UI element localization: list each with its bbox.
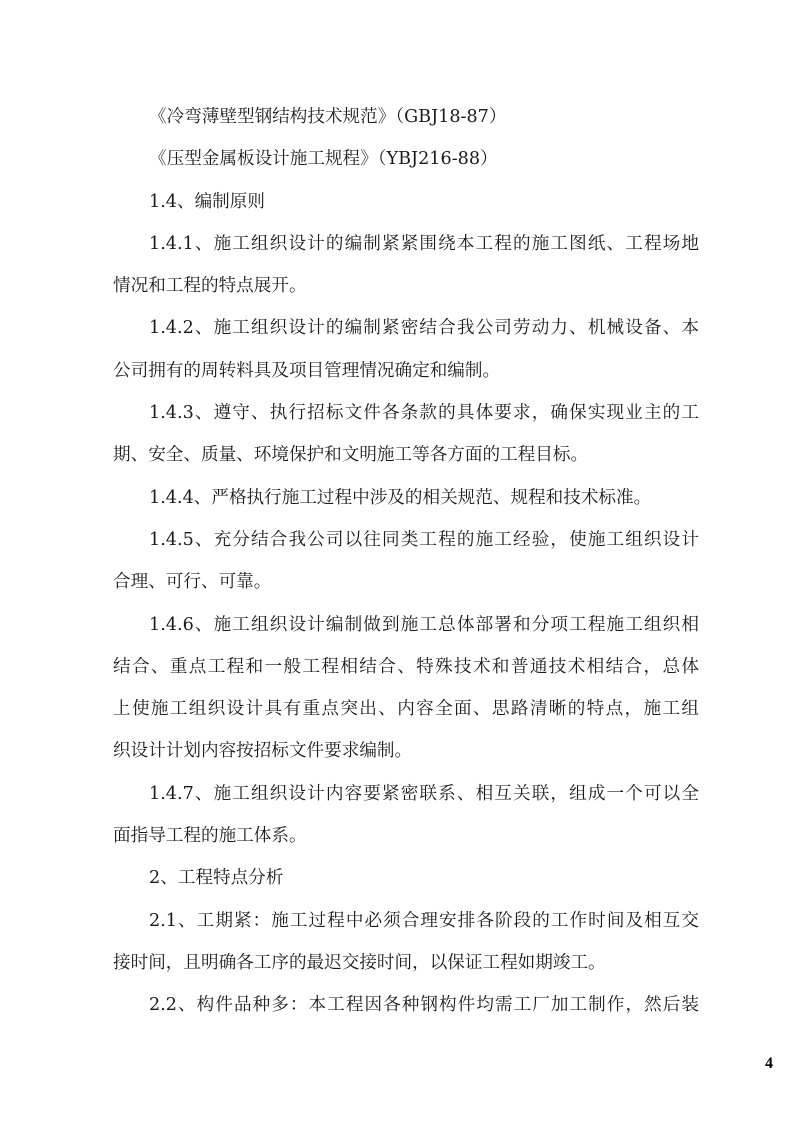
paragraph-1-4-6-line-1: 1.4.6、施工组织设计编制做到施工总体部署和分项工程施工组织相 xyxy=(149,614,699,635)
paragraph-1-4-1-line-2: 情况和工程的特点展开。 xyxy=(113,276,307,297)
section-heading-2: 2、工程特点分析 xyxy=(149,868,284,889)
section-heading-1-4: 1.4、编制原则 xyxy=(149,191,265,212)
paragraph-1-4-7-line-1: 1.4.7、施工组织设计内容要紧密联系、相互关联，组成一个可以全 xyxy=(149,783,699,804)
reference-profiled-metal-sheet-code: 《压型金属板设计施工规程》（YBJ216-88） xyxy=(149,149,498,170)
paragraph-1-4-2-line-2: 公司拥有的周转料具及项目管理情况确定和编制。 xyxy=(113,360,501,381)
reference-cold-formed-steel-code: 《冷弯薄壁型钢结构技术规范》（GBJ18-87） xyxy=(149,107,507,127)
paragraph-1-4-6-line-2: 结合、重点工程和一般工程相结合、特殊技术和普通技术相结合，总体 xyxy=(113,656,699,677)
paragraph-1-4-5-line-2: 合理、可行、可靠。 xyxy=(113,572,272,593)
paragraph-1-4-2-line-1: 1.4.2、施工组织设计的编制紧密结合我公司劳动力、机械设备、本 xyxy=(149,318,699,339)
paragraph-1-4-3-line-2: 期、安全、质量、环境保护和文明施工等各方面的工程目标。 xyxy=(113,445,589,466)
paragraph-1-4-4: 1.4.4、严格执行施工过程中涉及的相关规范、规程和技术标准。 xyxy=(149,487,652,508)
paragraph-2-1-line-1: 2.1、工期紧：施工过程中必须合理安排各阶段的工作时间及相互交 xyxy=(149,910,699,931)
paragraph-1-4-5-line-1: 1.4.5、充分结合我公司以往同类工程的施工经验，使施工组织设计 xyxy=(149,529,699,550)
paragraph-1-4-6-line-4: 织设计计划内容按招标文件要求编制。 xyxy=(113,741,413,762)
paragraph-1-4-6-line-3: 上使施工组织设计具有重点突出、内容全面、思路清晰的特点，施工组 xyxy=(113,699,699,720)
paragraph-2-1-line-2: 接时间，且明确各工序的最迟交接时间，以保证工程如期竣工。 xyxy=(113,952,606,973)
paragraph-1-4-1-line-1: 1.4.1、施工组织设计的编制紧紧围绕本工程的施工图纸、工程场地 xyxy=(149,233,699,254)
paragraph-1-4-3-line-1: 1.4.3、遵守、执行招标文件各条款的具体要求，确保实现业主的工 xyxy=(149,403,699,424)
page-number: 4 xyxy=(765,1055,773,1072)
paragraph-2-2-line-1: 2.2、构件品种多：本工程因各种钢构件均需工厂加工制作，然后装 xyxy=(149,995,699,1016)
document-page xyxy=(113,96,699,1027)
paragraph-1-4-7-line-2: 面指导工程的施工体系。 xyxy=(113,826,307,847)
